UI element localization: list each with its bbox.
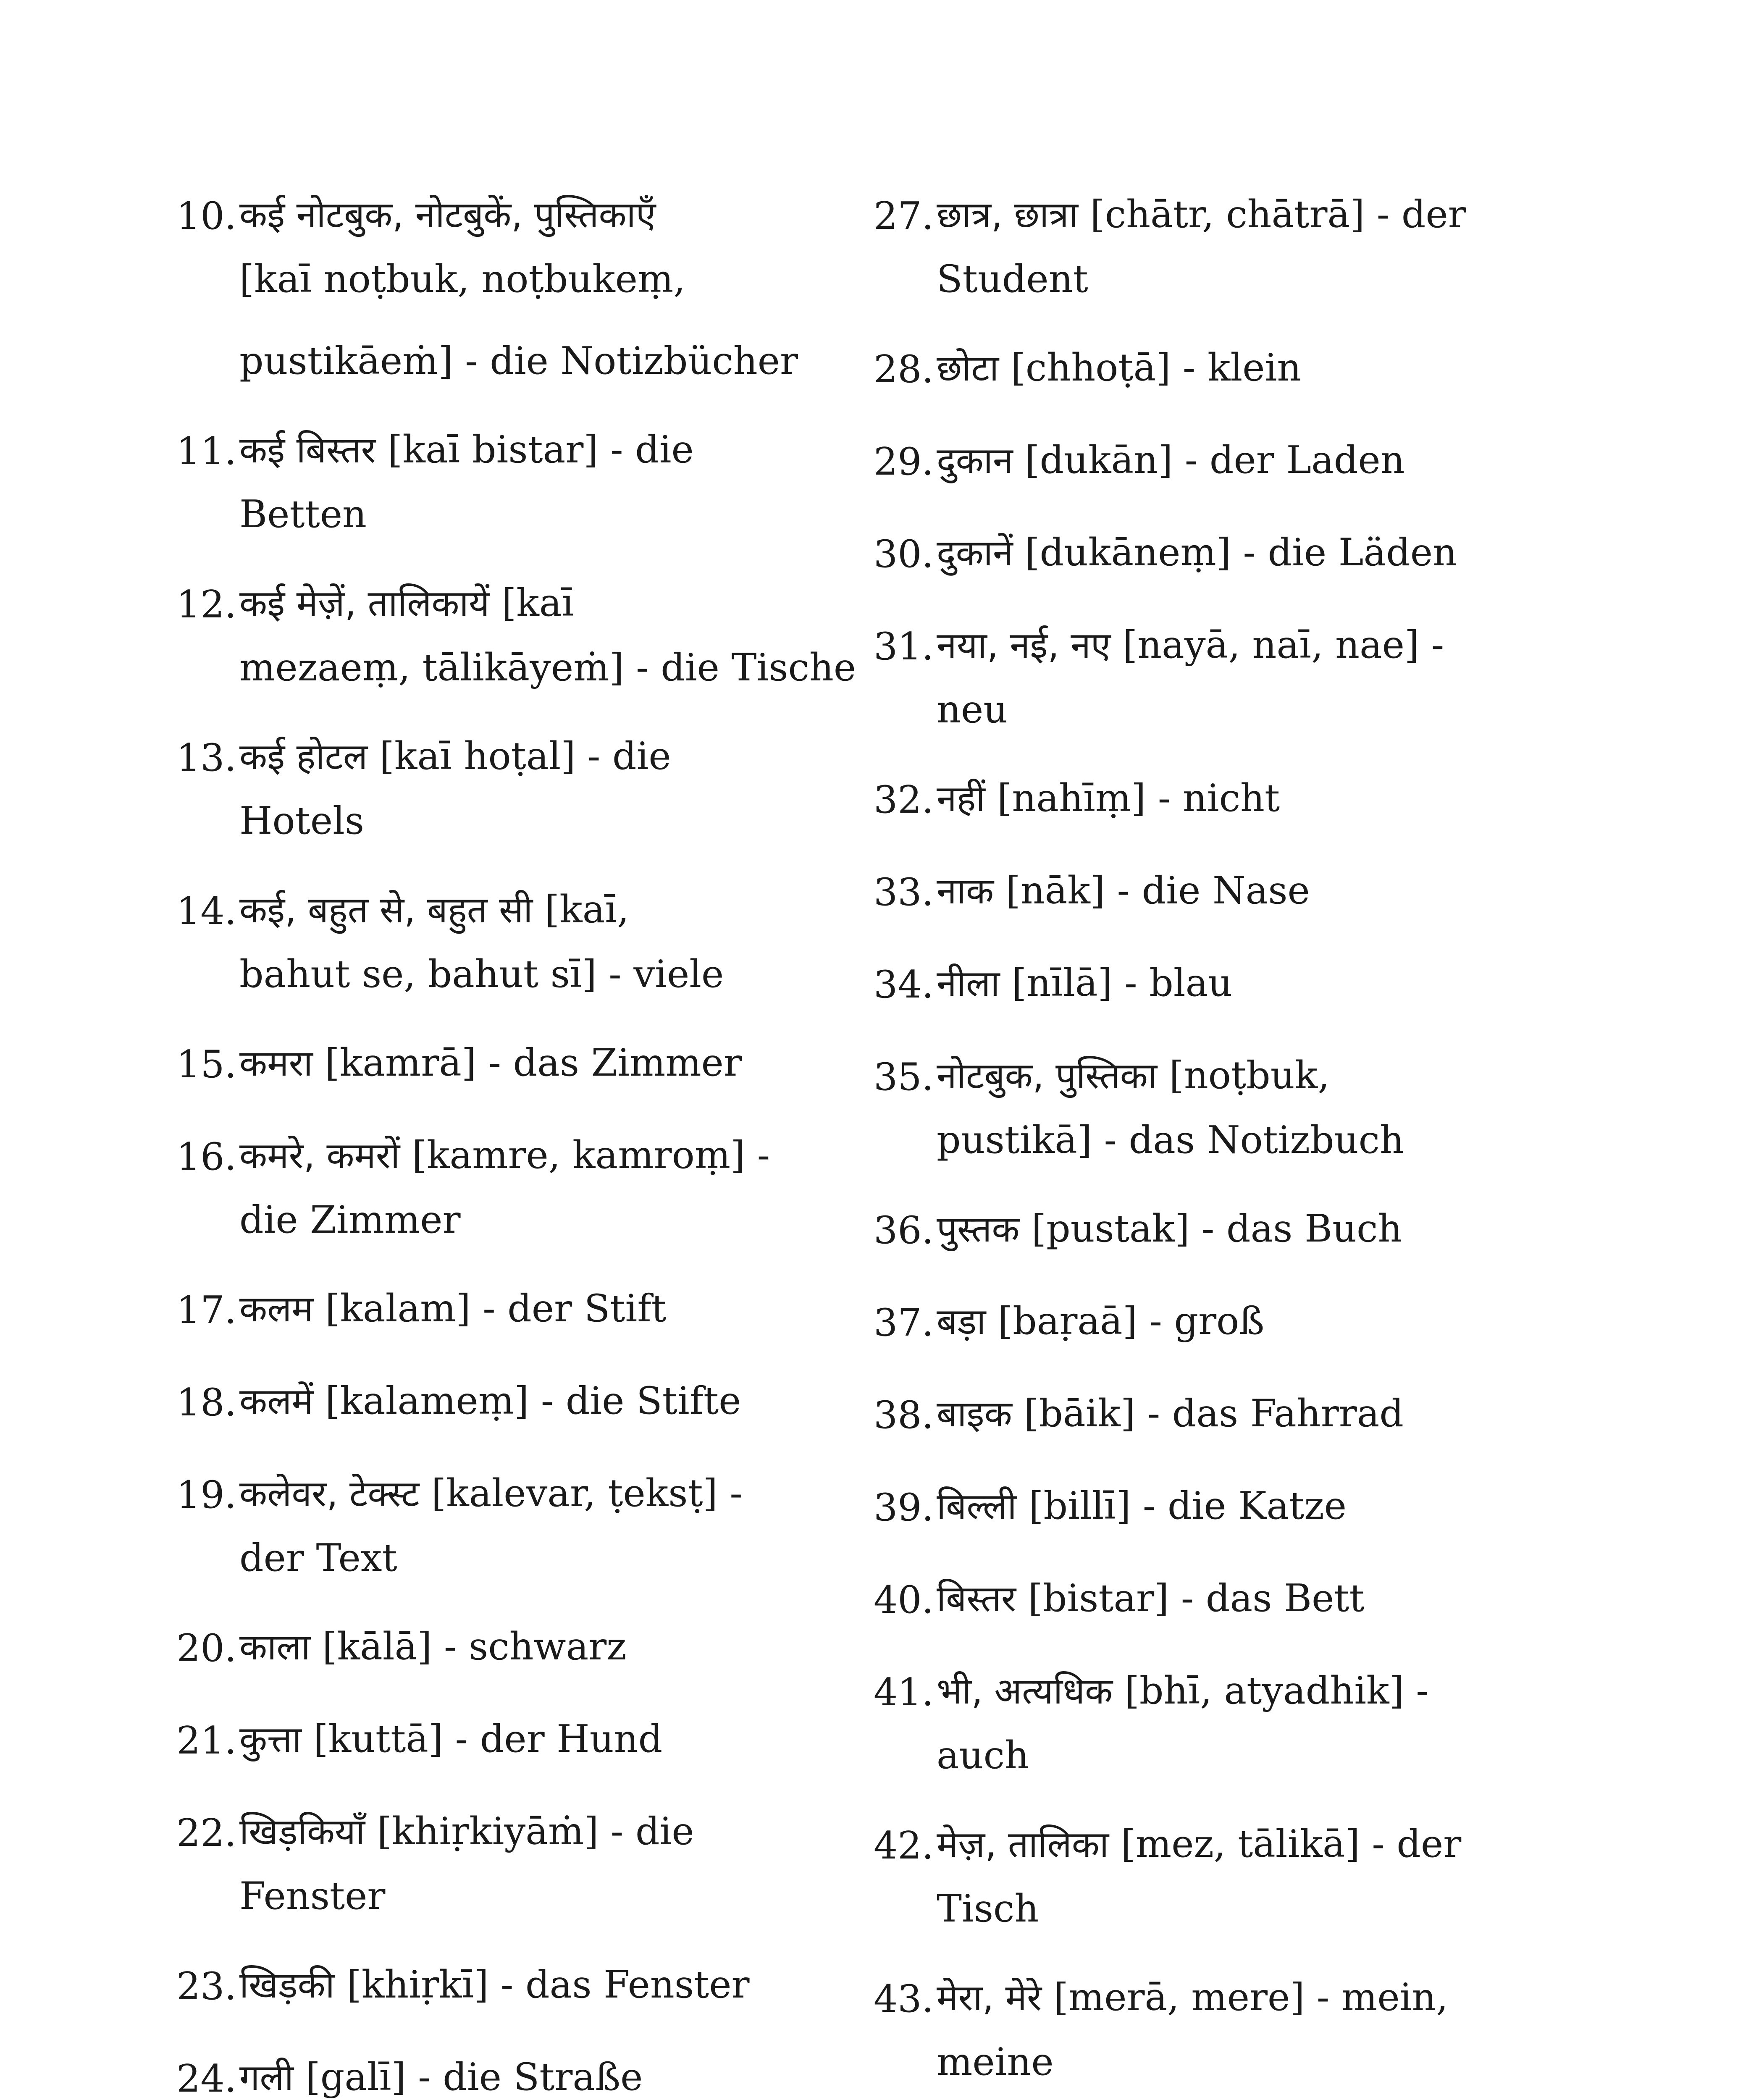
entry-number: 29. bbox=[874, 440, 934, 484]
entry-continuation-line: bahut se, bahut sī] - viele bbox=[239, 952, 724, 996]
entry-continuation-line: der Text bbox=[239, 1536, 397, 1580]
hindi-term: कमरे, कमरों bbox=[239, 1135, 400, 1177]
transliteration-translation: [kamrā] - das Zimmer bbox=[312, 1041, 742, 1085]
entry-number: 19. bbox=[176, 1473, 237, 1517]
transliteration-translation: [kaī, bbox=[533, 887, 629, 932]
hindi-term: कलम bbox=[239, 1288, 313, 1330]
hindi-term: कई नोटबुक, नोटबुकें, पुस्तिकाएँ bbox=[239, 194, 656, 236]
hindi-term: मेरा, मेरे bbox=[937, 1977, 1042, 2019]
transliteration-translation: [khiṛkī] - das Fenster bbox=[334, 1963, 750, 2007]
entry-continuation-line: neu bbox=[937, 688, 1008, 732]
entry-first-line bbox=[937, 192, 1466, 236]
hindi-term: छात्र, छात्रा bbox=[937, 194, 1079, 236]
entry-first-line bbox=[937, 1669, 1429, 1713]
hindi-term: कई, बहुत से, बहुत सी bbox=[239, 889, 533, 931]
hindi-term: दुकान bbox=[937, 440, 1013, 482]
entry-first-line bbox=[937, 346, 1302, 390]
transliteration-translation: [noṭbuk, bbox=[1157, 1053, 1330, 1097]
entry-first-line bbox=[937, 776, 1280, 820]
entry-number: 20. bbox=[176, 1626, 237, 1670]
entry-number: 35. bbox=[874, 1055, 934, 1099]
entry-number: 11. bbox=[176, 429, 237, 473]
entry-first-line bbox=[937, 1975, 1448, 2019]
entry-first-line bbox=[937, 961, 1233, 1005]
entry-continuation-line: [kaī noṭbuk, noṭbukeṃ, bbox=[239, 257, 685, 301]
entry-continuation-line: meine bbox=[937, 2040, 1054, 2084]
entry-number: 21. bbox=[176, 1719, 237, 1763]
entry-number: 36. bbox=[874, 1208, 934, 1252]
entry-number: 28. bbox=[874, 347, 934, 391]
hindi-term: कुत्ता bbox=[239, 1719, 302, 1761]
entry-number: 39. bbox=[874, 1486, 934, 1530]
entry-number: 12. bbox=[176, 583, 237, 627]
entry-continuation-line: Betten bbox=[239, 492, 367, 536]
transliteration-translation: [merā, mere] - mein, bbox=[1042, 1975, 1448, 2019]
entry-number: 31. bbox=[874, 625, 934, 669]
hindi-term: नया, नई, नए bbox=[937, 625, 1111, 667]
entry-continuation-line: Fenster bbox=[239, 1874, 386, 1918]
entry-continuation-line: mezaeṃ, tālikāyeṁ] - die Tische bbox=[239, 646, 856, 690]
entry-number: 38. bbox=[874, 1393, 934, 1437]
hindi-term: नहीं bbox=[937, 778, 985, 820]
transliteration-translation: [galī] - die Straße bbox=[294, 2055, 643, 2099]
entry-number: 33. bbox=[874, 870, 934, 914]
entry-first-line bbox=[937, 1207, 1402, 1251]
entry-continuation-line: pustikāeṁ] - die Notizbücher bbox=[239, 339, 798, 383]
hindi-term: कलेवर, टेक्स्ट bbox=[239, 1473, 420, 1515]
entry-number: 18. bbox=[176, 1381, 237, 1425]
hindi-term: गली bbox=[239, 2057, 294, 2099]
entry-number: 37. bbox=[874, 1301, 934, 1345]
entry-number: 22. bbox=[176, 1811, 237, 1855]
entry-first-line bbox=[937, 623, 1444, 667]
hindi-term: कलमें bbox=[239, 1381, 313, 1423]
entry-number: 34. bbox=[874, 963, 934, 1007]
entry-continuation-line: auch bbox=[937, 1733, 1029, 1777]
hindi-term: नीला bbox=[937, 963, 1000, 1005]
entry-number: 10. bbox=[176, 194, 237, 238]
hindi-term: खिड़कियाँ bbox=[239, 1811, 365, 1853]
transliteration-translation: [chātr, chātrā] - der bbox=[1078, 192, 1466, 236]
transliteration-translation: [baṛaā] - groß bbox=[986, 1299, 1265, 1343]
entry-number: 43. bbox=[874, 1977, 934, 2021]
transliteration-translation: [kalevar, ṭeksṭ] - bbox=[419, 1471, 743, 1515]
hindi-term: मेज़, तालिका bbox=[937, 1824, 1109, 1866]
entry-number: 15. bbox=[176, 1042, 237, 1087]
entry-number: 40. bbox=[874, 1578, 934, 1622]
entry-first-line bbox=[937, 1576, 1365, 1620]
transliteration-translation: [kaī hoṭal] - die bbox=[368, 734, 671, 778]
entry-first-line bbox=[937, 1299, 1265, 1343]
entry-continuation-line: Hotels bbox=[239, 799, 365, 843]
hindi-term: बड़ा bbox=[937, 1301, 986, 1343]
entry-first-line bbox=[937, 1484, 1347, 1528]
hindi-term: कई होटल bbox=[239, 736, 368, 778]
hindi-term: काला bbox=[239, 1626, 310, 1668]
transliteration-translation: [bhī, atyadhik] - bbox=[1113, 1669, 1429, 1713]
transliteration-translation: [dukān] - der Laden bbox=[1013, 438, 1405, 482]
hindi-term: बिस्तर bbox=[937, 1578, 1016, 1620]
transliteration-translation: [nayā, naī, nae] - bbox=[1110, 623, 1444, 667]
transliteration-translation: [bistar] - das Bett bbox=[1016, 1576, 1365, 1620]
entry-number: 30. bbox=[874, 532, 934, 576]
entry-first-line bbox=[937, 438, 1405, 482]
transliteration-translation: [pustak] - das Buch bbox=[1019, 1207, 1402, 1251]
hindi-term: खिड़की bbox=[239, 1964, 335, 2006]
hindi-term: कई बिस्तर bbox=[239, 429, 376, 471]
transliteration-translation: [kaī bbox=[489, 581, 574, 625]
transliteration-translation: [dukāneṃ] - die Läden bbox=[1013, 530, 1457, 575]
entry-continuation-line: Tisch bbox=[937, 1887, 1039, 1931]
hindi-term: छोटा bbox=[937, 347, 999, 389]
transliteration-translation: [nīlā] - blau bbox=[1000, 961, 1233, 1005]
entry-continuation-line: pustikā] - das Notizbuch bbox=[937, 1118, 1404, 1162]
hindi-term: नाक bbox=[937, 870, 994, 912]
hindi-term: भी, अत्यधिक bbox=[937, 1670, 1113, 1712]
hindi-term: दुकानें bbox=[937, 532, 1013, 574]
hindi-term: कमरा bbox=[239, 1042, 313, 1084]
transliteration-translation: [kālā] - schwarz bbox=[310, 1625, 627, 1669]
transliteration-translation: [billī] - die Katze bbox=[1016, 1484, 1347, 1528]
transliteration-translation: [chhoṭā] - klein bbox=[999, 346, 1302, 390]
transliteration-translation: [nāk] - die Nase bbox=[994, 869, 1310, 913]
entry-number: 23. bbox=[176, 1964, 237, 2008]
transliteration-translation: [kalameṃ] - die Stifte bbox=[313, 1379, 741, 1423]
entry-first-line bbox=[937, 869, 1310, 913]
entry-number: 41. bbox=[874, 1670, 934, 1714]
hindi-term: पुस्तक bbox=[937, 1208, 1020, 1250]
entry-first-line bbox=[937, 1053, 1330, 1097]
entry-number: 13. bbox=[176, 736, 237, 780]
entry-first-line bbox=[937, 1391, 1404, 1436]
transliteration-translation: [kuttā] - der Hund bbox=[301, 1717, 663, 1761]
entry-number: 14. bbox=[176, 889, 237, 933]
transliteration-translation: [mez, tālikā] - der bbox=[1109, 1822, 1462, 1866]
hindi-term: नोटबुक, पुस्तिका bbox=[937, 1055, 1158, 1097]
transliteration-translation: [nahīṃ] - nicht bbox=[985, 776, 1280, 820]
transliteration-translation: [kamre, kamroṃ] - bbox=[400, 1133, 770, 1177]
transliteration-translation: [kaī bistar] - die bbox=[375, 428, 694, 472]
entry-number: 24. bbox=[176, 2057, 237, 2100]
entry-first-line bbox=[937, 530, 1457, 575]
entry-first-line bbox=[937, 1822, 1462, 1866]
entry-continuation-line: die Zimmer bbox=[239, 1198, 461, 1242]
entry-continuation-line: Student bbox=[937, 257, 1088, 301]
hindi-term: बाइक bbox=[937, 1393, 1012, 1435]
transliteration-translation: [kalam] - der Stift bbox=[313, 1286, 667, 1331]
transliteration-translation: [bāik] - das Fahrrad bbox=[1012, 1391, 1404, 1436]
entry-number: 16. bbox=[176, 1135, 237, 1179]
entry-number: 27. bbox=[874, 194, 934, 238]
hindi-term: कई मेज़ें, तालिकायें bbox=[239, 583, 490, 625]
entry-number: 42. bbox=[874, 1824, 934, 1868]
hindi-term: बिल्ली bbox=[937, 1486, 1017, 1528]
entry-number: 17. bbox=[176, 1288, 237, 1332]
entry-number: 32. bbox=[874, 778, 934, 822]
transliteration-translation: [khiṛkiyāṁ] - die bbox=[365, 1809, 694, 1853]
